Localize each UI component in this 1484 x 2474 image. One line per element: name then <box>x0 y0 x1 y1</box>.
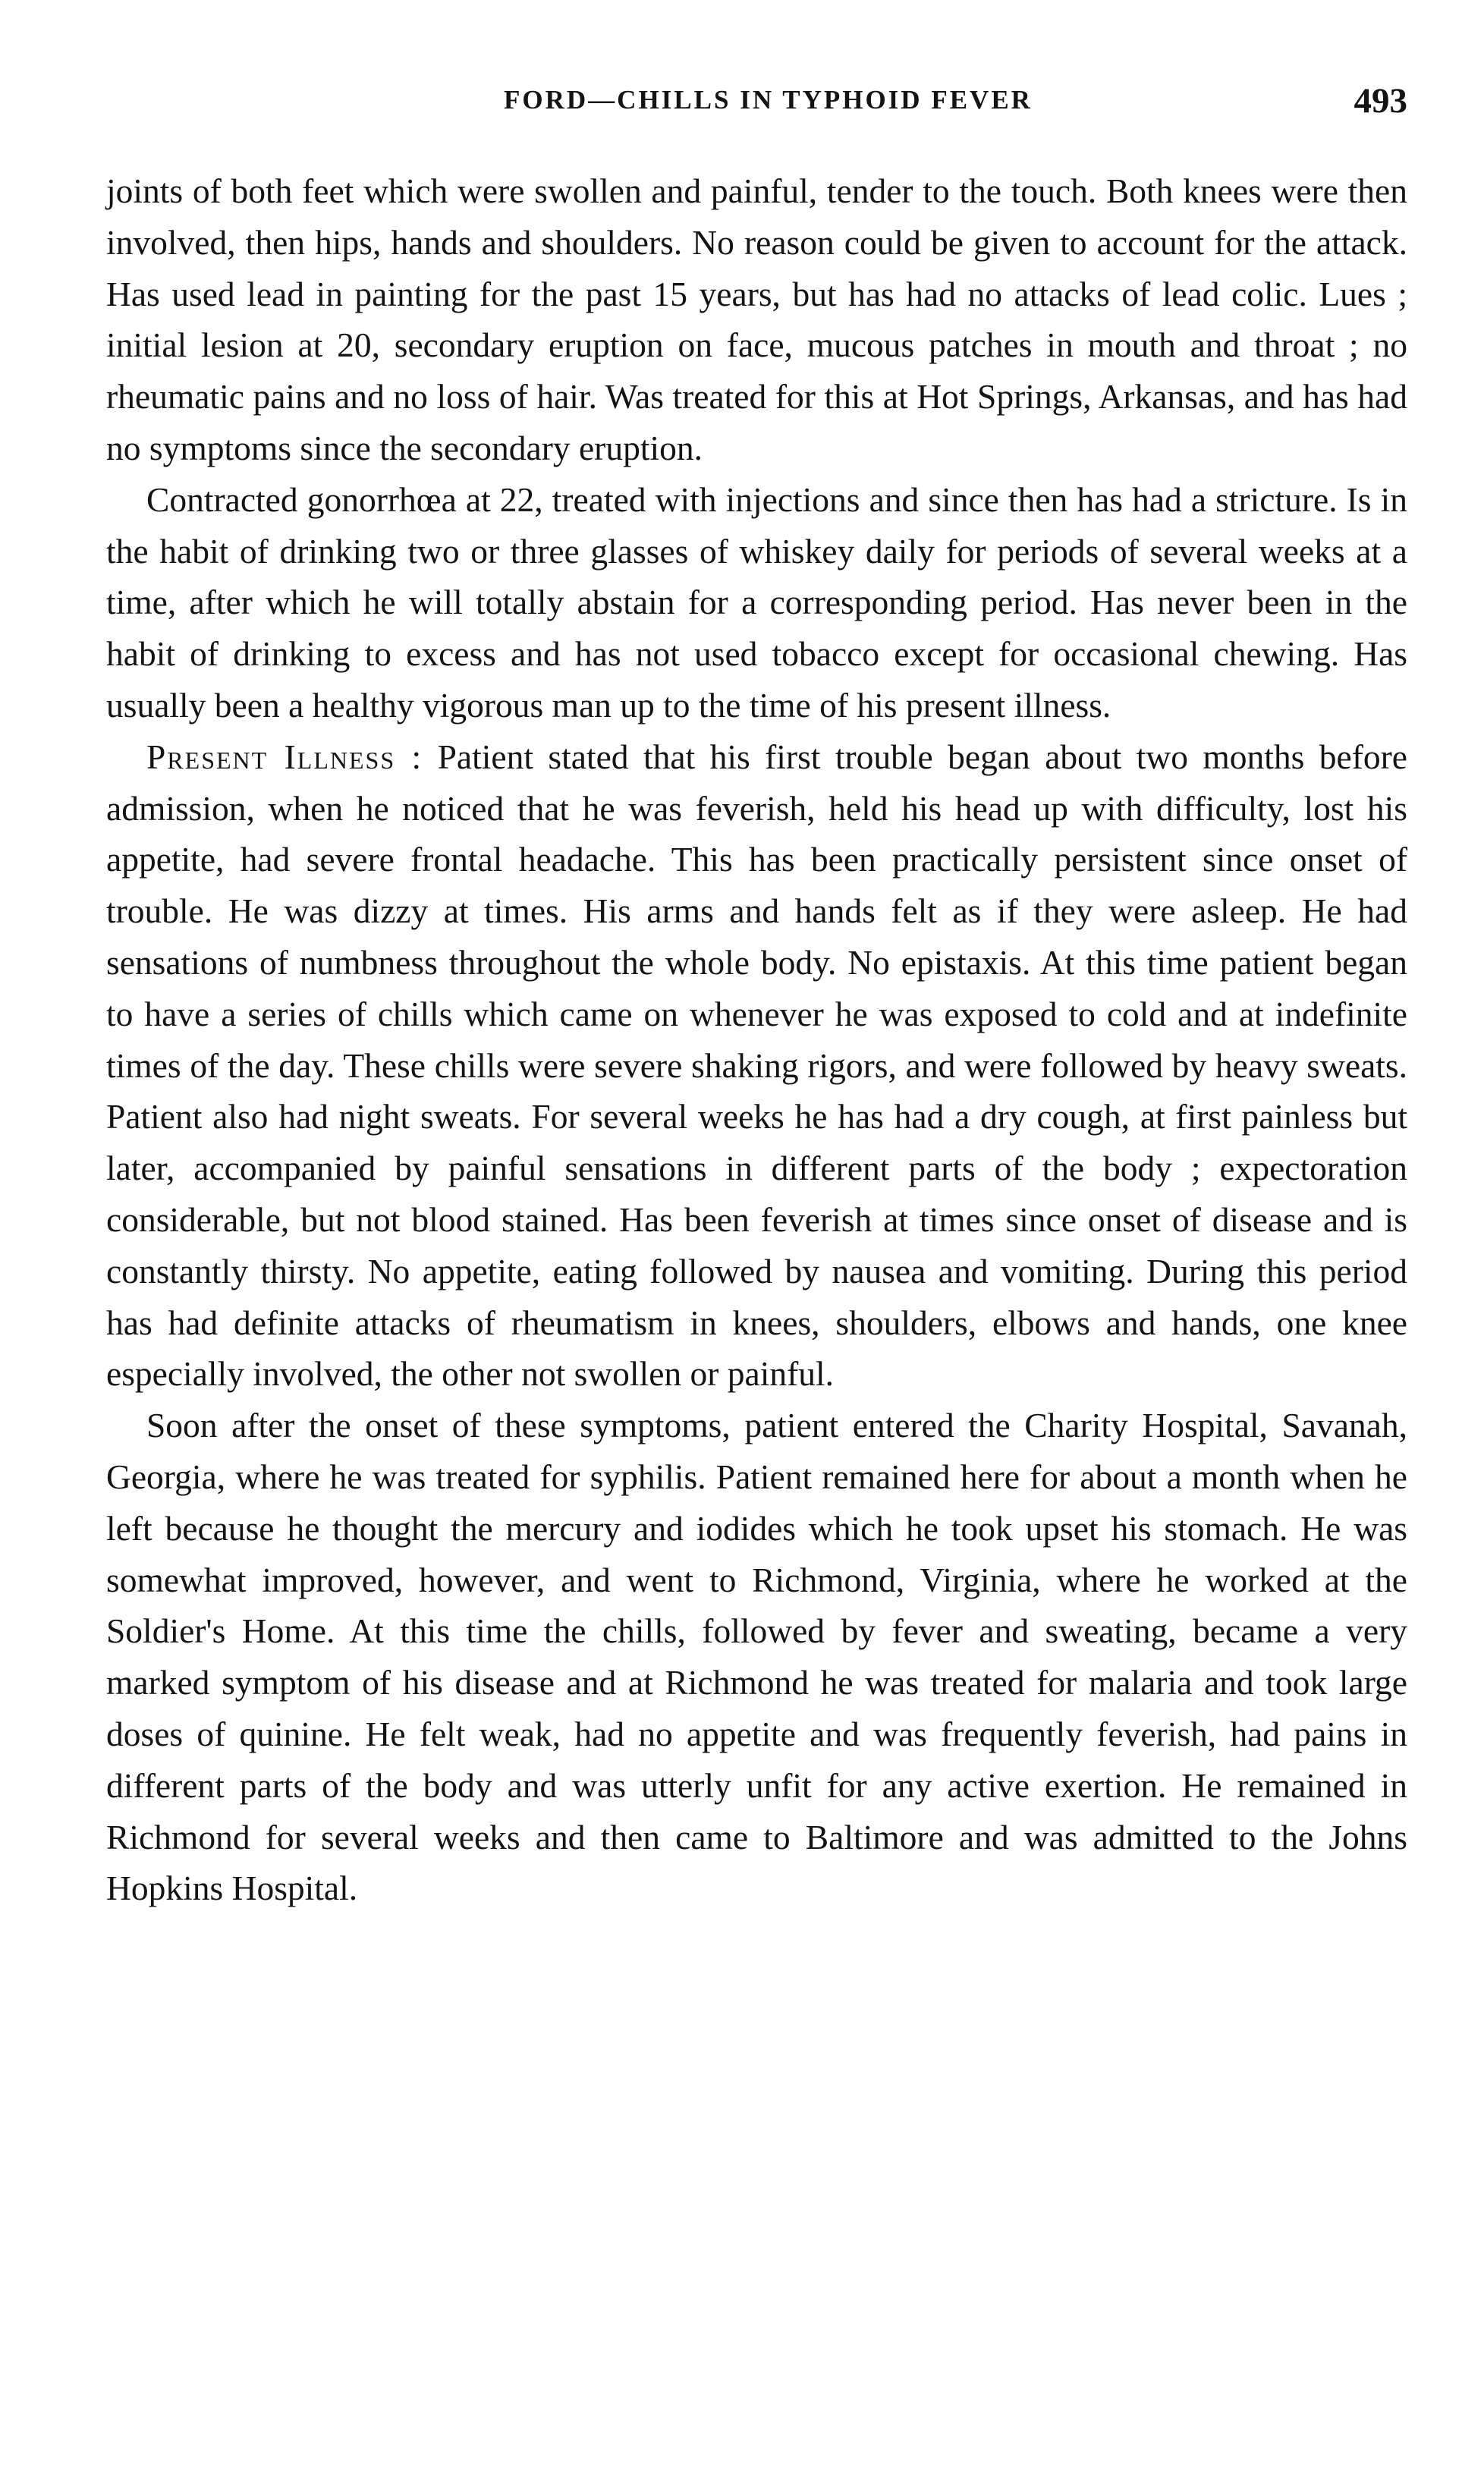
section-lead-in: Present Illness : <box>146 737 423 776</box>
page-number: 493 <box>1354 81 1407 121</box>
paragraph-text: Soon after the onset of these symptoms, patient entered the Charity Hospital, Savanah, Georgia, where he was treated for syphilis. Patient remained here for about a month when he left because he thought the mercury and iodides which he took upset his stomach. He was somewhat improved, however, and went to Richmond, Virginia, where he worked at the Soldier's Home. At this time the chills, followed by fever and sweating, became a very marked symptom of his disease and at Richmond he was treated for malaria and took large doses of quinine. He felt weak, had no appetite and was frequently feverish, had pains in different parts of the body and was utterly unfit for any active exertion. He remained in Richmond for several weeks and then came to Baltimore and was admitted to the Johns Hopkins Hospital. <box>106 1406 1407 1908</box>
running-header <box>106 81 1407 138</box>
paragraph-habits <box>106 474 1407 731</box>
paragraph-hospital-course <box>106 1400 1407 1914</box>
paragraph-text: joints of both feet which were swollen and painful, tender to the touch. Both knees were then involved, then hips, hands and shoulders. No reason could be given to account for the attack. Has used lead in painting for the past 15 years, but has had no attacks of lead colic. Lues ; initial lesion at 20, secondary eruption on face, mucous patches in mouth and throat ; no rheumatic pains and no loss of hair. Was treated for this at Hot Springs, Arkansas, and has had no symptoms since the secondary eruption. <box>106 171 1407 467</box>
body-text <box>106 165 1407 1914</box>
running-title: FORD—CHILLS IN TYPHOID FEVER <box>504 85 1033 115</box>
paragraph-present-illness <box>106 731 1407 1400</box>
paragraph-history-continued <box>106 165 1407 474</box>
paragraph-text: Patient stated that his first trouble began about two months before admission, when he noticed that he was feverish, held his head up with difficulty, lost his appetite, had severe frontal headache. This has been practically persistent since onset of trouble. He was dizzy at times. His arms and hands felt as if they were asleep. He had sensations of numbness throughout the whole body. No epistaxis. At this time patient began to have a series of chills which came on whenever he was exposed to cold and at indefinite times of the day. These chills were severe shaking rigors, and were followed by heavy sweats. Patient also had night sweats. For several weeks he has had a dry cough, at first painless but later, accompanied by painful sensations in different parts of the body ; expectoration considerable, but not blood stained. Has been feverish at times since onset of disease and is constantly thirsty. No appetite, eating followed by nausea and vomiting. During this period has had definite attacks of rheumatism in knees, shoulders, elbows and hands, one knee especially involved, the other not swollen or painful. <box>106 737 1407 1394</box>
paragraph-text: Contracted gonorrhœa at 22, treated with injections and since then has had a stricture. Is in the habit of drinking two or three glasses of whiskey daily for periods of several weeks at a time, after which he will totally abstain for a corresponding period. Has never been in the habit of drinking to excess and has not used tobacco except for occasional chewing. Has usually been a healthy vigorous man up to the time of his present illness. <box>106 479 1407 725</box>
